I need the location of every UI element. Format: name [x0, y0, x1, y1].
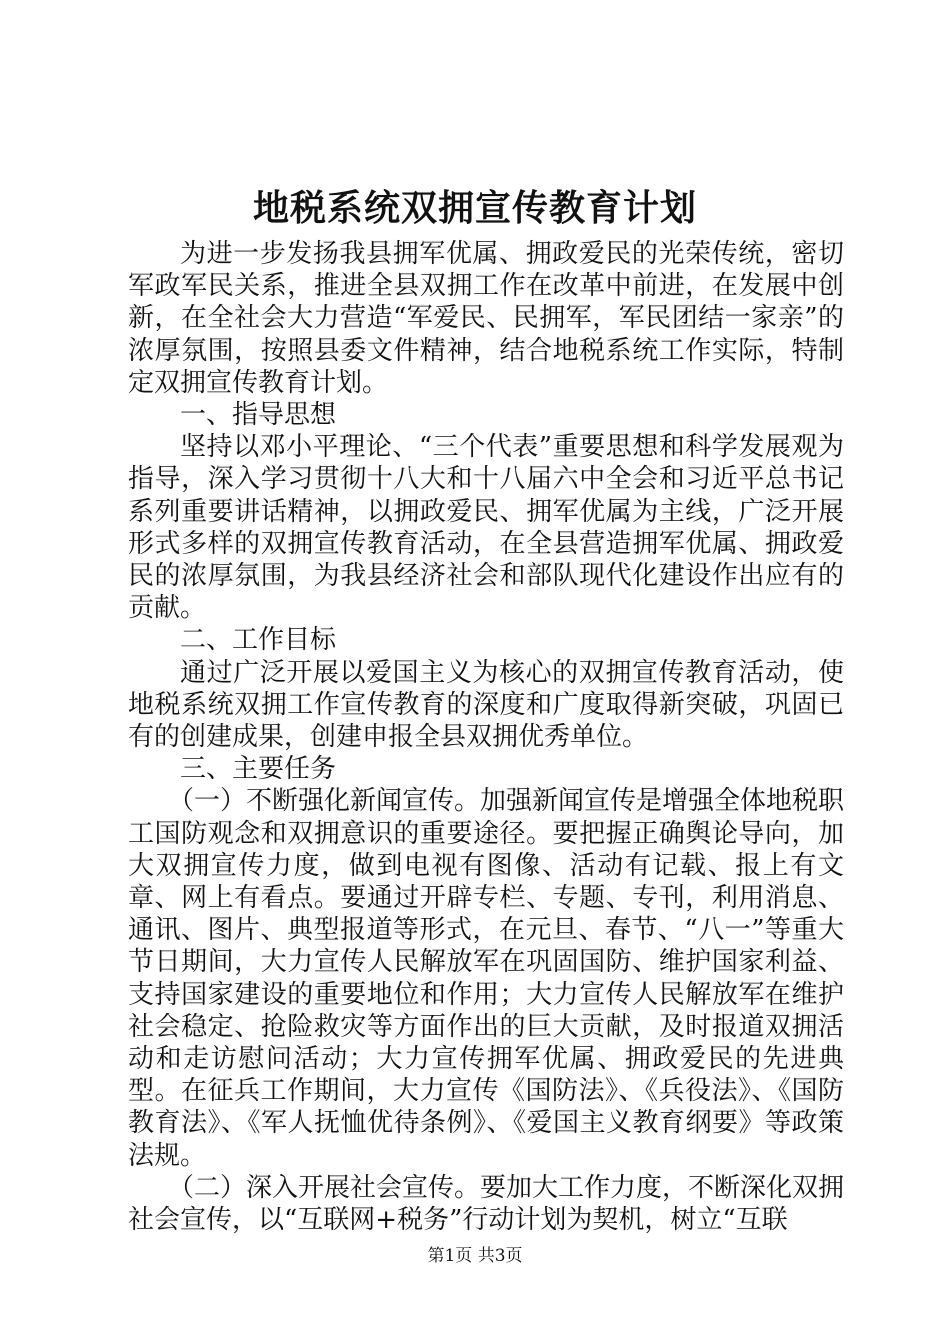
intro-paragraph: 为进一步发扬我县拥军优属、拥政爱民的光荣传统，密切军政军民关系，推进全县双拥工作在改革中前进，在发展中创新，在全社会大力营造“军爱民、民拥军，军民团结一家亲”的浓厚氛围，按照县委文件精神，结合地税系统工作实际，特制定双拥宣传教育计划。	[128, 239, 844, 398]
section-heading-main-tasks: 三、主要任务	[180, 754, 337, 785]
guiding-ideology-paragraph: 坚持以邓小平理论、“三个代表”重要思想和科学发展观为指导，深入学习贯彻十八大和十八届六中全会和习近平总书记系列重要讲话精神，以拥政爱民、拥军优属为主线，广泛开展形式多样的双拥宣传教育活动，在全县营造拥军优属、拥政爱民的浓厚氛围，为我县经济社会和部队现代化建设作出应有的贡献。	[128, 432, 844, 624]
document-body	[128, 238, 844, 1236]
page-footer: 第1页 共3页	[427, 1246, 523, 1266]
social-publicity-paragraph: （二）深入开展社会宣传。要加大工作力度，不断深化双拥社会宣传，以“互联网+税务”行动计划为契机，树立“互联	[128, 1172, 845, 1236]
document-title: 地税系统双拥宣传教育计划	[252, 187, 697, 229]
section-heading-guiding-ideology: 一、指导思想	[180, 400, 337, 431]
work-goals-paragraph: 通过广泛开展以爱国主义为核心的双拥宣传教育活动，使地税系统双拥工作宣传教育的深度和广度取得新突破，巩固已有的创建成果，创建申报全县双拥优秀单位。	[128, 657, 844, 753]
news-publicity-paragraph: （一）不断强化新闻宣传。加强新闻宣传是增强全体地税职工国防观念和双拥意识的重要途径。要把握正确舆论导向，加大双拥宣传力度，做到电视有图像、活动有记载、报上有文章、网上有看点。要通过开辟专栏、专题、专刊，利用消息、通讯、图片、典型报道等形式，在元旦、春节、“八一”等重大节日期间，大力宣传人民解放军在巩固国防、维护国家利益、支持国家建设的重要地位和作用；大力宣传人民解放军在维护社会稳定、抢险救灾等方面作出的巨大贡献，及时报道双拥活动和走访慰问活动；大力宣传拥军优属、拥政爱民的先进典型。在征兵工作期间，大力宣传《国防法》、《兵役法》、《国防教育法》、《军人抚恤优待条例》、《爱国主义教育纲要》等政策法规。	[128, 786, 845, 1171]
section-heading-work-goals: 二、工作目标	[180, 625, 337, 656]
